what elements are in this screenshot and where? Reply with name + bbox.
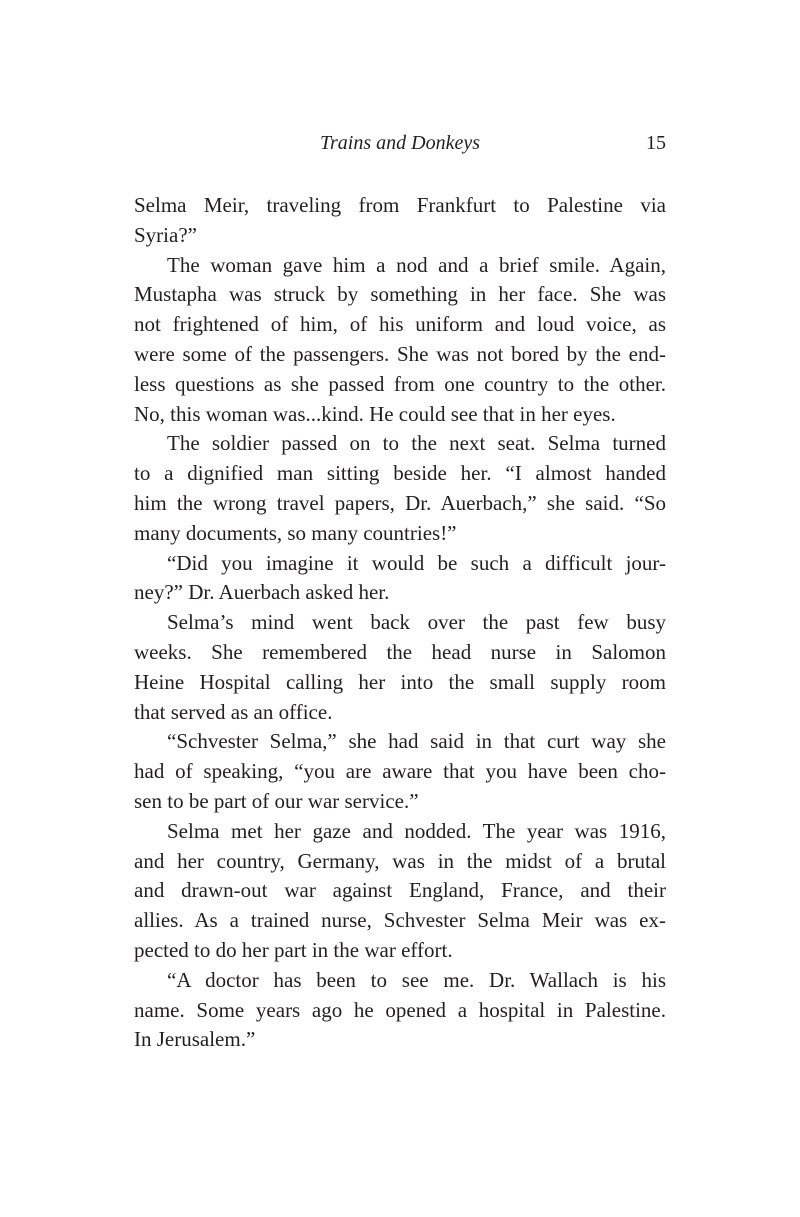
text-line: not frightened of him, of his uniform and loud voice, as xyxy=(134,312,666,337)
text-line: allies. As a trained nurse, Schvester Selma Meir was ex- xyxy=(134,908,666,933)
paragraph xyxy=(134,549,666,609)
text-line: Heine Hospital calling her into the small supply room xyxy=(134,669,666,694)
text-line: The soldier passed on to the next seat. Selma turned xyxy=(167,431,666,456)
text-line: Mustapha was struck by something in her face. She was xyxy=(134,282,666,307)
text-line: “A doctor has been to see me. Dr. Wallach is his xyxy=(167,967,666,992)
text-line: Syria?” xyxy=(134,222,197,247)
body-text xyxy=(134,191,666,1055)
paragraph xyxy=(134,727,666,816)
paragraph xyxy=(134,191,666,251)
text-line: No, this woman was...kind. He could see that in her eyes. xyxy=(134,401,616,426)
paragraph xyxy=(134,429,666,548)
text-line: less questions as she passed from one country to the other. xyxy=(134,371,666,396)
text-line: The woman gave him a nod and a brief smile. Again, xyxy=(167,252,666,277)
running-head xyxy=(0,128,800,158)
paragraph xyxy=(134,817,666,966)
text-line: Selma met her gaze and nodded. The year was 1916, xyxy=(167,818,666,843)
text-line: were some of the passengers. She was not bored by the end- xyxy=(134,341,666,366)
text-line: Selma Meir, traveling from Frankfurt to Palestine via xyxy=(134,193,666,217)
text-line: to a dignified man sitting beside her. “I almost handed xyxy=(134,461,666,486)
text-line: him the wrong travel papers, Dr. Auerbach,” she said. “So xyxy=(134,490,666,515)
text-line: many documents, so many countries!” xyxy=(134,520,457,545)
text-line: sen to be part of our war service.” xyxy=(134,788,419,813)
paragraph xyxy=(134,251,666,430)
text-line: In Jerusalem.” xyxy=(134,1027,256,1052)
text-line: pected to do her part in the war effort. xyxy=(134,937,453,962)
text-line: name. Some years ago he opened a hospital in Palestine. xyxy=(134,997,666,1022)
text-line: and drawn-out war against England, France, and their xyxy=(134,878,666,903)
running-title: Trains and Donkeys xyxy=(320,132,480,154)
text-line: “Did you imagine it would be such a difficult jour- xyxy=(167,550,666,575)
paragraph xyxy=(134,966,666,1055)
text-line: weeks. She remembered the head nurse in Salomon xyxy=(134,639,666,664)
text-line: “Schvester Selma,” she had said in that curt way she xyxy=(167,729,666,754)
text-line: had of speaking, “you are aware that you have been cho- xyxy=(134,759,666,784)
paragraph xyxy=(134,608,666,727)
text-line: ney?” Dr. Auerbach asked her. xyxy=(134,580,390,605)
text-line: that served as an office. xyxy=(134,699,333,724)
text-line: and her country, Germany, was in the midst of a brutal xyxy=(134,848,666,873)
page-number: 15 xyxy=(646,132,666,154)
text-line: Selma’s mind went back over the past few busy xyxy=(167,610,666,635)
